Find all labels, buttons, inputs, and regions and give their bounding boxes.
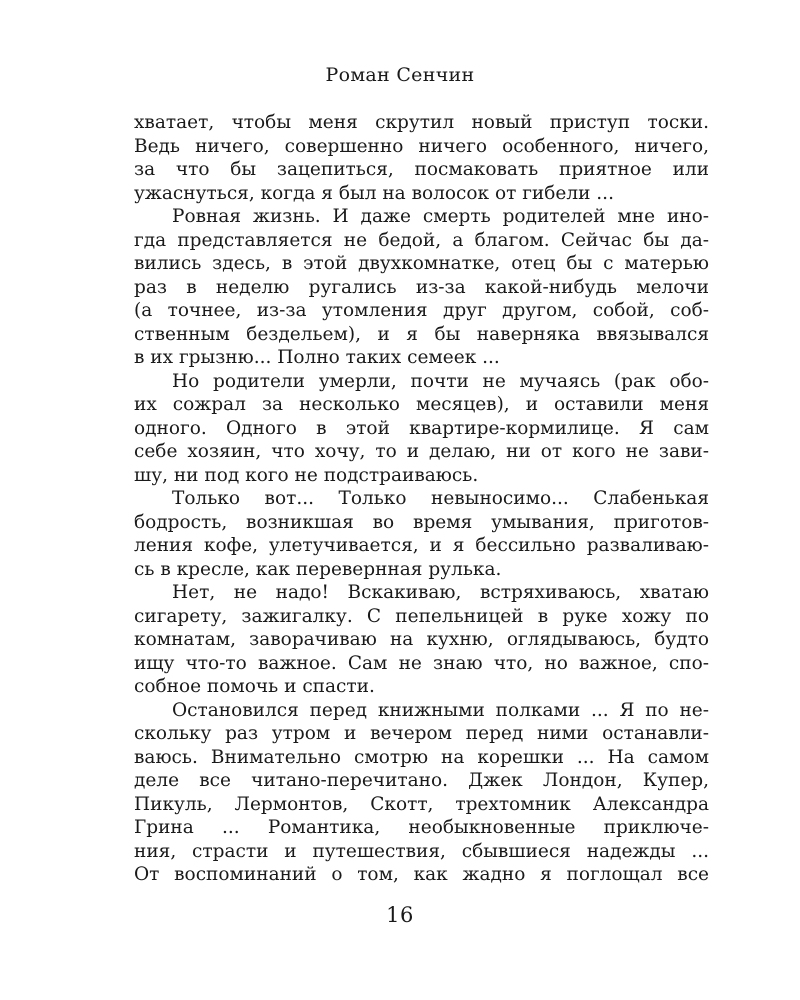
text-line: комнатам, заворачиваю на кухню, оглядываюсь, будто (134, 629, 709, 650)
text-line: ищу что-то важное. Сам не знаю что, но важное, спо- (134, 652, 709, 674)
text-line: скольку раз утром и вечером перед ними останавли- (134, 723, 709, 744)
text-line: Грина ... Романтика, необыкновенные приключе- (134, 817, 709, 838)
text-line: себе хозяин, что хочу, то и делаю, ни от кого не зави- (134, 441, 709, 462)
text-line: От воспоминаний о том, как жадно я поглощал все (134, 864, 709, 885)
text-line: ственным бездельем), и я бы наверняка ввязывался (134, 323, 709, 345)
text-line: за что бы зацепиться, посмаковать приятное или (134, 159, 709, 180)
text-line: одного. Одного в этой квартире-кормилице. Я сам (134, 417, 709, 439)
text-line: Пикуль, Лермонтов, Скотт, трехтомник Александра (134, 793, 709, 815)
text-line: бодрость, возникшая во время умывания, приготов- (134, 511, 709, 533)
page-number: 16 (386, 903, 414, 927)
text-line: Ровная жизнь. И даже смерть родителей мне ино- (172, 206, 709, 227)
text-line: ния, страсти и путешествия, сбывшиеся надежды ... (134, 840, 709, 862)
text-line: вились здесь, в этой двухкомнатке, отец бы с матерью (134, 253, 709, 274)
text-line: Но родители умерли, почти не мучаясь (рак обо- (172, 370, 709, 392)
text-line: Остановился перед книжными полками ... Я по не- (172, 699, 709, 721)
text-line: шу, ни под кого не подстраиваюсь. (134, 464, 479, 486)
text-line: деле все читано-перечитано. Джек Лондон, Купер, (134, 770, 709, 791)
text-line: их сожрал за несколько месяцев), и оставили меня (134, 394, 709, 415)
text-line: ления кофе, улетучивается, и я бессильно разваливаю- (134, 535, 709, 556)
text-line: в их грызню... Полно таких семеек ... (134, 347, 500, 368)
text-line: хватает, чтобы меня скрутил новый приступ тоски. (134, 112, 709, 133)
text-line: (а точнее, из-за утомления друг другом, собой, соб- (134, 300, 709, 321)
text-line: сигарету, зажигалку. С пепельницей в руке хожу по (134, 605, 709, 627)
text-line: сь в кресле, как перевернная рулька. (134, 558, 502, 580)
text-line: ваюсь. Внимательно смотрю на корешки ... На самом (134, 746, 709, 768)
text-line: собное помочь и спасти. (134, 676, 375, 697)
text-line: Только вот... Только невыносимо... Слабенькая (172, 488, 709, 509)
text-line: гда представляется не бедой, а благом. Сейчас бы да- (134, 229, 709, 251)
text-line: раз в неделю ругались из-за какой-нибудь мелочи (134, 276, 709, 298)
text-line: Ведь ничего, совершенно ничего особенного, ничего, (134, 135, 709, 157)
text-line: Нет, не надо! Вскакиваю, встряхиваюсь, хватаю (172, 582, 709, 603)
running-head: Роман Сенчин (325, 64, 475, 86)
text-line: ужаснуться, когда я был на волосок от гибели ... (134, 182, 614, 204)
body-text (134, 111, 709, 887)
